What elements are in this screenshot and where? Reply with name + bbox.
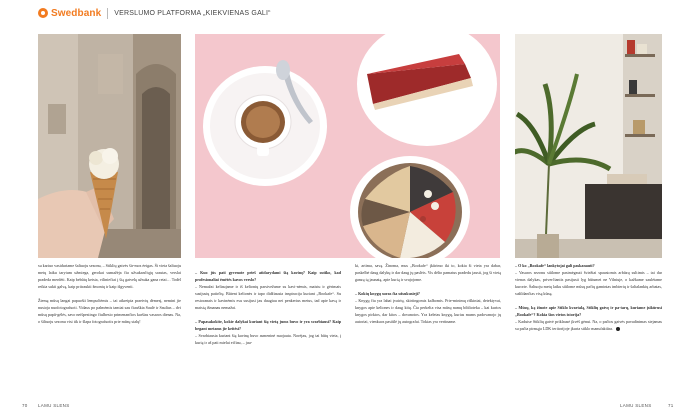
brand-name: Swedbank	[51, 7, 102, 19]
answer-text: – Kaduise Stiklių gatvė priklausė įkvėš gėnui. Na, o pačios gatvės pavadinimas siejamas su pačia pirmąja LDK teritorijoje įkurta stiklo manufaktūra.	[515, 319, 662, 332]
header-divider	[107, 8, 108, 19]
paragraph: su kariuo vasiduriame šaltuoju sezonu, – Stiklių gatvės šir-mos ėeigas. Ši vieta šaltuoju metų laiku tarytum užmiega, gerokai sumažėja čia užsukančiųjų srautas, verslai pradeda merdėti. Kaip bebūtų keista, viliniečiai į šią gatvelę užsuka gana retai… Todėl reikia sukti galvą, kaip pritraukti žmonių ir kaip išgyventi.	[38, 263, 181, 290]
swedbank-logo	[38, 8, 101, 19]
text-column-2	[195, 262, 341, 346]
interview-question: – Mūsų, ką žinote apie Stiklo kvartalą, Stiklių gatvę ir pa-tarų, kuriame įsikūrusi „Bookafe“? Kokia šios vietos istorija?	[515, 305, 662, 318]
photo-cafe-interior	[515, 34, 662, 258]
interview-question: – Kuo jūs pati gyvenote prieš atidarydami šią kavinę? Kaip sutiko, kad profesionaliai émėtės kavos verslo?	[195, 270, 341, 283]
interview-answer: – Svarbiausia kuriant šią kavinę buvo asmeninė nuojauta. Norėjau, jog tai būtų vieta, į kurią ir aš pati mielai eičiau, – jau-	[195, 333, 341, 346]
magazine-name-left: LAMU SLENS	[38, 403, 70, 408]
interview-question: – O ko „Bookafe“ lankytojai gali paskanauti?	[515, 263, 595, 268]
text-column-3	[355, 262, 501, 325]
end-mark-icon	[616, 327, 620, 331]
page-header	[38, 6, 271, 20]
magazine-name-right: LAMU SLENS	[620, 403, 652, 408]
interview-question: – Papasakokite, kokie dalykai kuriant šią vietą jums buvo ir yra svarbiausi? Kaip begant metams jie keitėsi?	[195, 319, 341, 332]
interview-question: – Kokių knygų suras čia užsukusieji?	[355, 291, 420, 297]
interview-answer: – Vasaros sezonu siūlome pasimėgauti šviežiai spaustomis arbūzų sultimis – tai dar vienas dalykas, priverčiantis pasijusti lyg būtumei ne Vilniuje, o kažkame saulėtame kurorte. Šaltuoju metų laiku siūlome mūsų pačių gamintas imbierių ir šaltalankių arbatas, sušildančias visą kūną.	[515, 270, 662, 297]
paragraph: Žiemą mūsų langai papuošti lempučiėmis – tai atkreipia praeivių dėmesį, nemini jie nustoja nuofotografuoti. Vidaus po palmėmis tamiai sau čiauškia Saulė ir Saulius – dvi mūsų papū-gėlės, savo neišpestingo čiulbesio primenančios karštas vasaros dienas. Na, o šiltuoju sezonu visi tik ir šlapa fotografuotis prie mūsų stalų!	[38, 298, 181, 325]
photo-coffee-cake-bowl	[195, 34, 500, 258]
interview-answer: – Knygų čia yra labai įvairių, skirtingomis kalbomis. Prie-minimų riškiniai, detektyvai, knygos apie keliones ir daug kitų. Čia perkelta visa mūsų namų biblioteka – kai kurios knygos pirktos, dar kitos – dovanotos. Yra keletas knygų, kurias mums padovanojo jų autoriai, vienkuos pasiūlė jų autografai. Tokias yra vertiname.	[355, 298, 501, 325]
interview-answer	[515, 318, 662, 332]
page-number-left: 70	[22, 403, 28, 408]
swedbank-logo-icon	[38, 8, 48, 18]
text-column-4	[515, 262, 662, 332]
interview-answer: – Nemažai keliaujame ir iš kelionių parsivežame su kavi-nėmis, maistu ir gėrimais susijusių patirčių. Būtent kelionės ir tapo didžiausia inspiracija kuriant „Bookafe“. Su restoranais ir kavinėmis esu susijusi jau daugiau nei penkerius metus, tad apie kavą ir maistą išmanau nemažai.	[195, 284, 341, 311]
paragraph: ki, artima, savą. Žinoma, mus „Bookafe“ įkūrimo iki to, kokia ši vieta yra dabar, paskelbė daug dalykų ir dar daug jų paslėis. Vis dėlto pamatus pradedu jausti, jog ši vietą ganzą tą jaunatą, apie kurią ir svajojome.	[355, 263, 501, 283]
text-column-1	[38, 262, 181, 325]
photo-ice-cream	[38, 34, 181, 258]
section-title: VERSLUMO PLATFORMA „KIEKVIENAS GALI“	[114, 9, 271, 17]
page-number-right: 71	[668, 403, 674, 408]
